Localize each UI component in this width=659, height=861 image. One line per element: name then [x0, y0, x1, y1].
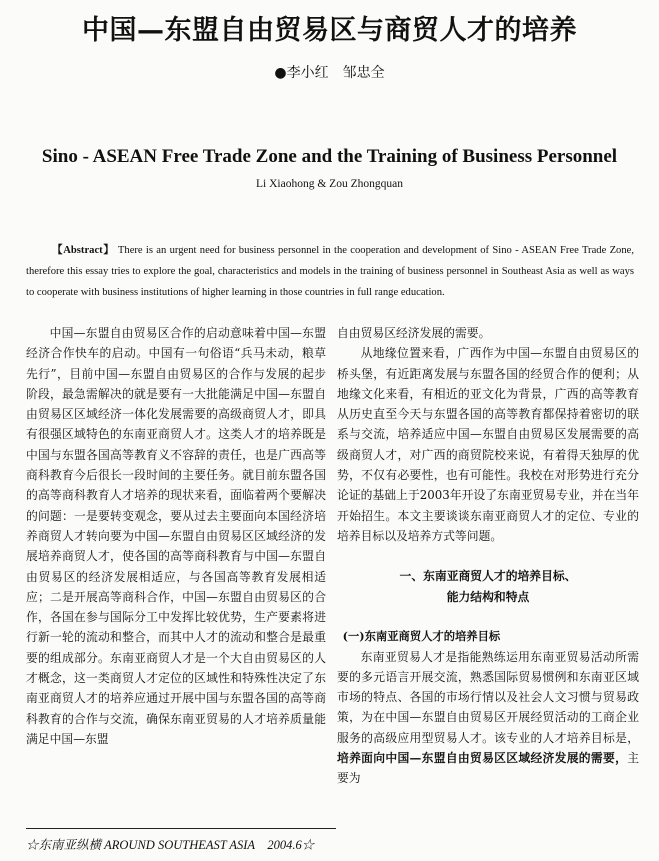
- body-column-left: [26, 323, 326, 749]
- body-column-right: [337, 323, 639, 789]
- abstract-label: 【Abstract】: [52, 245, 115, 256]
- subsection-heading: (一)东南亚商贸人才的培养目标: [342, 629, 501, 644]
- body-paragraph: 中国—东盟自由贸易区合作的启动意味着中国—东盟经济合作快车的启动。中国有一句俗语“兵马未动，粮草先行”，目前中国—东盟自由贸易区的合作与发展的起步阶段，最急需解决的就是要有一大批能满足中国—东盟自由贸易区区域经济一体化发展需要的高级商贸人才，即具有很强区域特色的东南亚商贸人才。这类人才的培养既是中国与东盟各国高等教育义不容辞的责任，也是广西高等商科教育今后很长一段时间的主要任务。就目前东盟各国的高等商科教育人才培养的现状来看，面临着两个要解决的问题：一是要转变观念，要从过去主要面向本国经济培养商贸人才转向要为中国—东盟自由贸易区区域经济的发展培养商贸人才，使各国的高等商科教育与中国—东盟自由贸易区的经济发展相适应，与各国高等教育发展相适应；二是开展高等商科合作，中国—东盟自由贸易区的合作，各国在参与国际分工中发挥比较优势，生产要素将进行新一轮的流动和整合，而其中人才的流动和整合是最重要的组成部分。东南亚商贸人才是一个大自由贸易区的人才概念，这一类商贸人才定位的区域性和特殊性决定了东南亚商贸人才的培养应通过开展中国与东盟各国的高等商科教育的合作与交流，确保东南亚贸易的人才培养质量能满足中国—东盟: [26, 326, 326, 746]
- paragraph-text: 主要为: [337, 751, 639, 786]
- section-heading-line: 能力结构和特点: [446, 590, 530, 605]
- authors-en: Li Xiaohong & Zou Zhongquan: [256, 178, 403, 190]
- section-heading: [337, 566, 639, 608]
- paragraph-emphasis: 培养面向中国—东盟自由贸易区区域经济发展的需要，: [337, 751, 628, 766]
- footer-journal-line: ☆东南亚纵横 AROUND SOUTHEAST ASIA 2004.6☆: [26, 838, 315, 852]
- body-paragraph: 从地缘位置来看，广西作为中国—东盟自由贸易区的桥头堡，有近距离发展与东盟各国的经贸合作的便利；从地缘文化来看，有相近的亚文化为背景，广西的高等教育从历史直至今天与东盟各国的高等教育都保持着密切的联系与交流，培养适应中国—东盟自由贸易区发展需要的高级商贸人才，对广西的商贸院校来说，有着得天独厚的优势，不仅有必要性，也有可能性。我校在对形势进行充分论证的基础上于2003年开设了东南亚贸易专业，并在当年开始招生。本文主要谈谈东南亚商贸人才的定位、专业的培养目标以及培养方式等问题。: [337, 346, 639, 543]
- abstract: [26, 240, 634, 303]
- authors-cn: ●李小红 邹忠全: [274, 65, 385, 81]
- body-paragraph: 自由贸易区经济发展的需要。: [337, 326, 491, 340]
- abstract-text: There is an urgent need for business personnel in the cooperation and development of Sino - ASEAN Free Trade Zone, therefore this essay tries to explore the goal, characteristics and models in the training of business personnel in Southeast Asia as well as ways to cooperate with business institutions of higher learning in those countries in full range education.: [26, 245, 635, 298]
- title-en: Sino - ASEAN Free Trade Zone and the Training of Business Personnel: [41, 146, 618, 167]
- footer-rule: [26, 828, 336, 829]
- body-paragraph: [337, 647, 639, 789]
- title-cn: 中国—东盟自由贸易区与商贸人才的培养: [82, 15, 577, 46]
- section-heading-line: 一、东南亚商贸人才的培养目标、: [399, 569, 577, 584]
- paragraph-text: 东南亚贸易人才是指能熟练运用东南亚贸易活动所需要的多元语言开展交流，熟悉国际贸易惯例和东南亚区域市场的特点、各国的市场行情以及社会人文习惯与贸易政策，为在中国—东盟自由贸易区开展经贸活动的工商企业服务的高级应用型贸易人才。该专业的人才培养目标是，: [337, 649, 639, 745]
